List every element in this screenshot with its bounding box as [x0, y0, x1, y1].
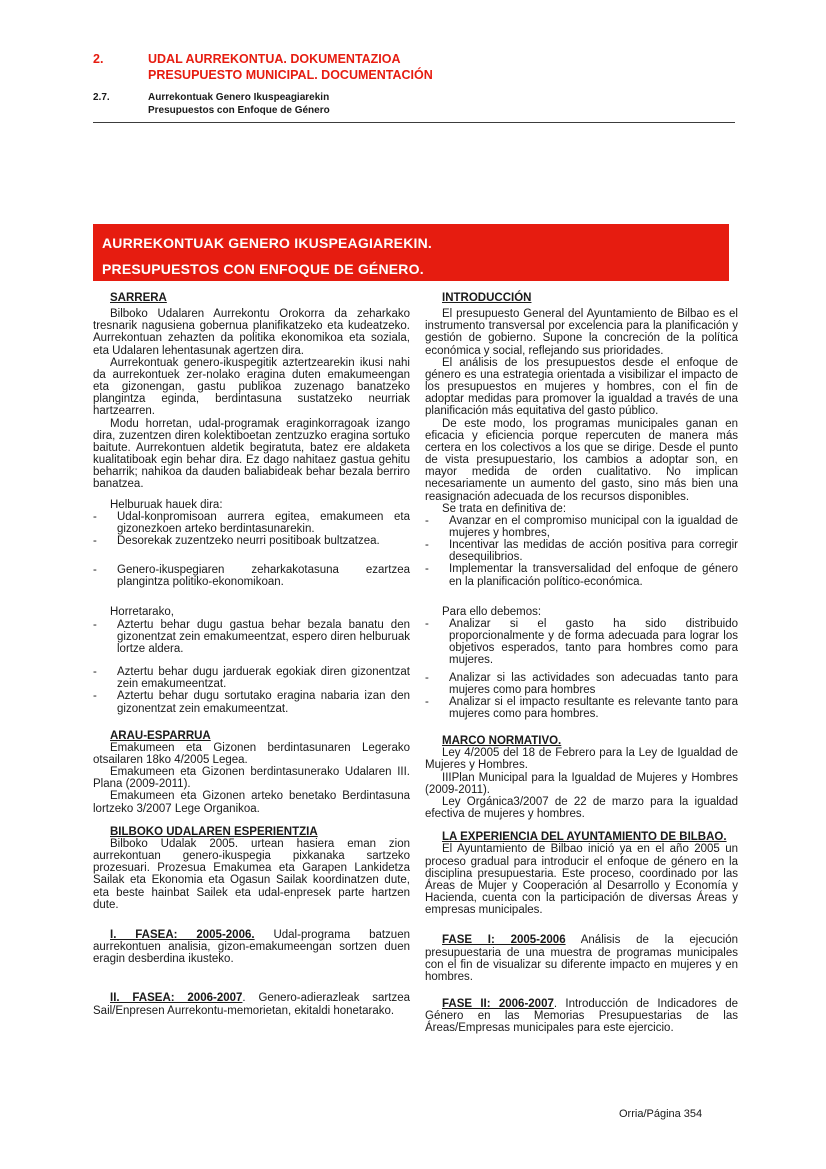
list-item	[93, 666, 410, 690]
bullet-marker: -	[93, 510, 97, 523]
list-item-text: Avanzar en el compromiso municipal con la igualdad de mujeres y hombres,	[449, 514, 738, 539]
phase-paragraph	[425, 998, 738, 1034]
bullet-marker: -	[425, 671, 429, 684]
list-intro: Para ello debemos:	[442, 605, 542, 618]
list-item-text: Aztertu behar dugu sortutako eragina nabaria izan den gizonentzat zein emakumeentzat.	[117, 690, 410, 715]
banner-line-eu: AURREKONTUAK GENERO IKUSPEAGIAREKIN.	[102, 235, 432, 251]
paragraph: El presupuesto General del Ayuntamiento de Bilbao es el instrumento transversal por excelencia para la planificación y gestión de gobierno. Supone la concreción de la política económica y social, reflejando sus prioridades.	[425, 308, 738, 357]
subsection-title	[148, 92, 330, 117]
phase-text: . Genero-adierazleak sartzea Sail/Enpresen Aurrekontu-memorietan, ekitaldi honetarako.	[93, 992, 410, 1017]
bullet-marker: -	[425, 563, 429, 576]
phase-lead: I. FASEA: 2005-2006.	[110, 928, 255, 941]
section-heading: SARRERA	[110, 292, 167, 304]
list-item	[93, 535, 410, 547]
section-number: 2.	[93, 52, 104, 66]
list-item	[425, 696, 738, 720]
list-item-text: Udal-konpromisoan aurrera egitea, emakumeen eta gizonezkoen arteko berdintasunarekin.	[117, 510, 410, 535]
paragraph: Ley 4/2005 del 18 de Febrero para la Ley de Igualdad de Mujeres y Hombres.	[425, 747, 738, 772]
column-spanish	[425, 292, 738, 1034]
paragraph: El análisis de los presupuestos desde el enfoque de género es una estrategia orientada a visibilizar el impacto de los presupuestos en mujeres y hombres, con el fin de adoptar medidas para promover la igualdad a través de una planificación más equitativa del gasto público.	[425, 356, 738, 418]
list-item-text: Aztertu behar dugu gastua behar bezala banatu den gizonentzat zein emakumeentzat, espero diren helburuak lortze aldera.	[117, 618, 410, 655]
phase-lead: FASE II: 2006-2007	[442, 997, 554, 1010]
bullet-marker: -	[93, 690, 97, 703]
bullet-marker: -	[93, 534, 97, 547]
list-item	[425, 515, 738, 539]
list-intro: Helburuak hauek dira:	[110, 498, 223, 511]
content-columns	[93, 292, 738, 1034]
phase-paragraph	[425, 934, 738, 983]
column-basque	[93, 292, 410, 1034]
list-item	[425, 563, 738, 587]
phase-text: Análisis de la ejecución presupuestaria de una muestra de programas municipales con el fin de visualizar su diferente impacto en mujeres y en hombres.	[425, 934, 738, 983]
bullet-marker: -	[425, 617, 429, 630]
list-item	[93, 690, 410, 714]
list-item	[425, 672, 738, 696]
bullet-marker: -	[93, 666, 97, 679]
phase-paragraph	[93, 929, 410, 965]
list-item	[93, 564, 410, 588]
phase-paragraph	[93, 992, 410, 1016]
list-item-text: Genero-ikuspegiaren zeharkakotasuna ezartzea plangintza politiko-ekonomikoan.	[117, 564, 410, 589]
section-heading: BILBOKO UDALAREN ESPERIENTZIA	[110, 825, 318, 838]
list-item-text: Desorekak zuzentzeko neurri positiboak bultzatzea.	[117, 534, 380, 547]
section-title-eu: UDAL AURREKONTUA. DOKUMENTAZIOA	[148, 52, 401, 66]
list-item-text: Aztertu behar dugu jarduerak egokiak diren gizonentzat zein emakumeentzat.	[117, 666, 410, 691]
phase-lead: II. FASEA: 2006-2007	[110, 992, 243, 1005]
paragraph: Emakumeen eta Gizonen arteko benetako Berdintasuna lortzeko 3/2007 Lege Organikoa.	[93, 790, 410, 815]
list-item-text: Incentivar las medidas de acción positiva para corregir desequilibrios.	[449, 539, 738, 564]
section-title	[148, 52, 433, 83]
list-item	[425, 539, 738, 563]
doc-header	[93, 52, 735, 117]
list-intro: Se trata en definitiva de:	[442, 502, 567, 515]
paragraph: De este modo, los programas municipales ganan en eficacia y eficiencia porque repercuten de manera más certera en los colectivos a los que se dirige. Desde el punto de vista presupuestario, los cambios a adoptar son, en mayor medida de orden cualitativo. No implican necesariamente un aumento del gasto, sino más bien una reasignación adecuada de los recursos disponibles.	[425, 417, 738, 503]
bullet-marker: -	[425, 539, 429, 552]
section-header-row	[93, 52, 735, 83]
subsection-title-eu: Aurrekontuak Genero Ikuspeagiarekin	[148, 92, 330, 103]
subsection-number: 2.7.	[93, 92, 110, 103]
header-rule	[93, 122, 735, 123]
paragraph: Aurrekontuak genero-ikuspegitik aztertzearekin ikusi nahi da aurrekontuek zer-nolako eragina duten emakumeengan eta gizonengan, gastu publikoa zuzenago banatzeko plangintza eginda, berdintasuna sustatzeko neurriak hartzearren.	[93, 356, 410, 418]
list-item-text: Analizar si las actividades son adecuadas tanto para mujeres como para hombres	[449, 671, 738, 696]
list-item	[93, 511, 410, 535]
bullet-marker: -	[93, 618, 97, 631]
bullet-marker: -	[425, 695, 429, 708]
subsection-title-es: Presupuestos con Enfoque de Género	[148, 104, 330, 116]
section-heading: ARAU-ESPARRUA	[110, 729, 211, 742]
paragraph: Bilboko Udalak 2005. urtean hasiera eman zion aurrekontuan genero-ikuspegia pixkanaka sartzeko prozesuari. Prozesua Emakumea eta Garapen Lankidetza Sailak eta Ekonomia eta Ogasun Sailak koordinatzen dute, eta beste hainbat Sailek eta udal-enpresek parte hartzen dute.	[93, 837, 410, 911]
list-item-text: Analizar si el gasto ha sido distribuido proporcionalmente y de forma adecuada para lograr los objetivos esperados, tanto para hombres como para mujeres.	[449, 617, 738, 667]
list-item-text: Analizar si el impacto resultante es relevante tanto para mujeres como para hombres.	[449, 695, 738, 720]
phase-text: . Introducción de Indicadores de Género en las Memorias Presupuestarias de las Áreas/Empresas municipales para este ejercicio.	[425, 997, 738, 1035]
phase-lead: FASE I: 2005-2006	[442, 934, 566, 947]
paragraph: Modu horretan, udal-programak eraginkorragoak izango dira, zuzentzen diren kolektiboetan zentzuzko eragina sortuko baitute. Aurrekontuen aldetik begiratuta, batez ere aldaketa kualitatiboak egin behar dira. Ez dago nahitaez gastua gehitu beharrik; nahikoa da dauden baliabideak behar bezala berriro banatzea.	[93, 417, 410, 491]
subsection-header-row	[93, 92, 735, 117]
paragraph: Emakumeen eta Gizonen berdintasunaren Legerako otsailaren 18ko 4/2005 Legea.	[93, 741, 410, 766]
section-heading: INTRODUCCIÓN	[442, 292, 532, 304]
title-banner	[93, 224, 729, 281]
section-title-es: PRESUPUESTO MUNICIPAL. DOCUMENTACIÓN	[148, 67, 433, 82]
section-heading: LA EXPERIENCIA DEL AYUNTAMIENTO DE BILBAO.	[442, 831, 727, 844]
banner-line-es: PRESUPUESTOS CON ENFOQUE DE GÉNERO.	[102, 261, 424, 277]
page-number: Orria/Página 354	[619, 1108, 703, 1120]
section-heading: MARCO NORMATIVO.	[442, 735, 562, 748]
paragraph: Ley Orgánica3/2007 de 22 de marzo para la igualdad efectiva de mujeres y hombres.	[425, 795, 738, 821]
bullet-marker: -	[425, 514, 429, 527]
list-item	[93, 619, 410, 655]
list-intro: Horretarako,	[110, 606, 174, 619]
paragraph: IIIPlan Municipal para la Igualdad de Mujeres y Hombres (2009-2011).	[425, 771, 738, 796]
bullet-marker: -	[93, 564, 97, 577]
paragraph: Bilboko Udalaren Aurrekontu Orokorra da zeharkako tresnarik nagusiena gobernua planifikatzeko eta kudeatzeko. Aurrekontuan zehazten da politika ekonomikoa eta soziala, eta Udalaren lehentasunak agertzen dira.	[93, 308, 410, 357]
paragraph: Emakumeen eta Gizonen berdintasunerako Udalaren III. Plana (2009-2011).	[93, 766, 410, 791]
list-item-text: Implementar la transversalidad del enfoque de género en la planificación político-económica.	[449, 563, 738, 588]
paragraph: El Ayuntamiento de Bilbao inició ya en el año 2005 un proceso gradual para introducir el enfoque de género en la disciplina presupuestaria. Este proceso, coordinado por las Áreas de Mujer y Cooperación al Desarrollo y Economía y Hacienda, cuenta con la participación de diversas Áreas y empresas municipales.	[425, 843, 738, 917]
phase-text: Udal-programa batzuen aurrekontuen analisia, gizon-emakumeengan sortzen duen eragin desberdina ikusteko.	[93, 928, 410, 966]
list-item	[425, 618, 738, 667]
